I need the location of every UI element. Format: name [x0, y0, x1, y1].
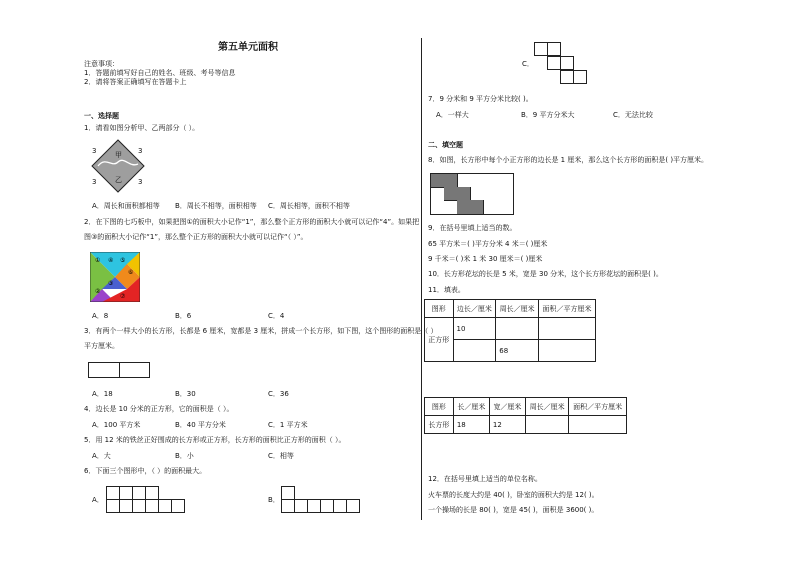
tangram-number: ③	[108, 280, 114, 287]
option[interactable]: B．9 平方分米大	[521, 111, 575, 119]
option[interactable]: C．相等	[268, 452, 294, 460]
side-length: 3	[92, 178, 97, 186]
table-header: 图形	[425, 300, 454, 318]
table-header: 周长／厘米	[496, 300, 539, 318]
option[interactable]: C．4	[268, 312, 285, 320]
question-11-text: 11．填表。	[428, 286, 465, 294]
option[interactable]: C．1 平方米	[268, 421, 308, 429]
side-length: 3	[138, 147, 143, 155]
table-header: 周长／厘米	[525, 398, 568, 416]
option[interactable]: B．40 平方分米	[175, 421, 226, 429]
table-cell-blank[interactable]	[569, 416, 627, 434]
table-header: 宽／厘米	[489, 398, 525, 416]
question-2-line: 图③的面积大小记作“1”，那么整个正方形的面积大小就可以记作“（ ）”。	[84, 233, 308, 241]
page-title: 第五单元面积	[218, 42, 278, 53]
figure-a	[106, 486, 190, 514]
tangram-number: ⑦	[120, 293, 126, 300]
table-cell-blank[interactable]	[453, 340, 496, 362]
tangram-number: ⑤	[120, 257, 126, 264]
table-cell-blank[interactable]	[539, 318, 596, 340]
tangram-number: ④	[108, 257, 114, 264]
question-12-line: 火车票的长度大约是 40( )，卧室的面积大约是 12( )。	[428, 491, 599, 499]
question-10-text: 10．长方形花坛的长是 5 米，宽是 30 分米，这个长方形花坛的面积是( )。	[428, 270, 663, 278]
side-length: 3	[92, 147, 97, 155]
option[interactable]: A．18	[92, 390, 113, 398]
table-cell: 长方形	[425, 416, 454, 434]
option[interactable]: A．8	[92, 312, 109, 320]
option[interactable]: C．无法比较	[613, 111, 653, 119]
figure-label-a: A．	[92, 496, 104, 504]
question-6-text: 6．下面三个图形中，（ ）的面积最大。	[84, 467, 207, 475]
tangram-number: ①	[95, 257, 101, 264]
question-7-text: 7．9 分米和 9 平方分米比较( )。	[428, 95, 533, 103]
option[interactable]: A．周长和面积都相等	[92, 202, 160, 210]
figure-label-b: B．	[268, 496, 280, 504]
option[interactable]: A．大	[92, 452, 111, 460]
question-12-text: 12．在括号里填上适当的单位名称。	[428, 475, 542, 483]
rectangle-grid-figure	[430, 173, 514, 215]
two-rectangles-figure	[88, 362, 150, 378]
option[interactable]: B．30	[175, 390, 196, 398]
table-cell: 10	[453, 318, 496, 340]
figure-b	[281, 486, 365, 514]
question-8-text: 8．如图，长方形中每个小正方形的边长是 1 厘米，那么这个长方形的面积是( )平方厘米。	[428, 156, 709, 164]
section-heading: 一、选择题	[84, 112, 119, 120]
fig-label-b: 乙	[115, 176, 122, 184]
option[interactable]: A．一样大	[436, 111, 469, 119]
tangram-number: ②	[95, 288, 101, 295]
table-cell-blank[interactable]	[496, 318, 539, 340]
question-3-line: 平方厘米。	[84, 342, 119, 350]
notes-item: 2．请将答案正确填写在答题卡上	[84, 78, 187, 86]
option[interactable]: C．周长相等，面积不相等	[268, 202, 350, 210]
option[interactable]: C．36	[268, 390, 289, 398]
question-4-text: 4．边长是 10 分米的正方形，它的面积是（ ）。	[84, 405, 234, 413]
option[interactable]: B．6	[175, 312, 192, 320]
table-header: 长／厘米	[453, 398, 489, 416]
figure-label-c: C．	[522, 60, 534, 68]
table-cell-blank[interactable]	[525, 416, 568, 434]
question-1-text: 1．请看如图分析甲、乙两部分（ ）。	[84, 124, 200, 132]
question-9-text: 9．在括号里填上适当的数。	[428, 224, 517, 232]
side-length: 3	[138, 178, 143, 186]
tangram-number: ⑥	[128, 269, 134, 276]
question-9-line: 9 千米＝( )米 1 米 30 厘米＝( )厘米	[428, 255, 543, 263]
question-12-line: 一个操场的长是 80( )，宽是 45( )，面积是 3600( )。	[428, 506, 599, 514]
fig-label-a: 甲	[115, 151, 122, 159]
question-2-line: 2．在下图的七巧板中，如果把图①的面积大小记作“1”，那么整个正方形的面积大小就可以记作“4”。如果把	[84, 218, 420, 226]
table-header: 边长／厘米	[453, 300, 496, 318]
question-9-line: 65 平方米＝( )平方分米 4 米＝( )厘米	[428, 240, 548, 248]
table-header: 面积／平方厘米	[569, 398, 627, 416]
table-header: 面积／平方厘米	[539, 300, 596, 318]
figure-c	[534, 42, 594, 86]
section-heading: 二、填空题	[428, 141, 463, 149]
table-cell-blank[interactable]	[539, 340, 596, 362]
table-cell: 18	[453, 416, 489, 434]
table-cell: 正方形	[425, 318, 454, 362]
notes-heading: 注意事项：	[84, 60, 119, 68]
fill-table-2	[424, 397, 627, 434]
fill-table-1	[424, 299, 596, 362]
table-cell: 68	[496, 340, 539, 362]
table-cell: 12	[489, 416, 525, 434]
tangram-figure	[90, 252, 140, 302]
table-header: 图形	[425, 398, 454, 416]
column-divider	[421, 38, 422, 520]
question-5-text: 5．用 12 米的铁丝正好围成的长方形或正方形，长方形的面积比正方形的面积（ ）。	[84, 436, 346, 444]
option[interactable]: B．小	[175, 452, 194, 460]
option[interactable]: B．周长不相等，面积相等	[175, 202, 257, 210]
option[interactable]: A．100 平方米	[92, 421, 141, 429]
notes-item: 1．答题前填写好自己的姓名、班级、考号等信息	[84, 69, 236, 77]
question-3-line: 3．有两个一样大小的长方形，长都是 6 厘米，宽都是 3 厘米，拼成一个长方形，如下图，这个图形的面积是（ ）	[84, 327, 438, 335]
